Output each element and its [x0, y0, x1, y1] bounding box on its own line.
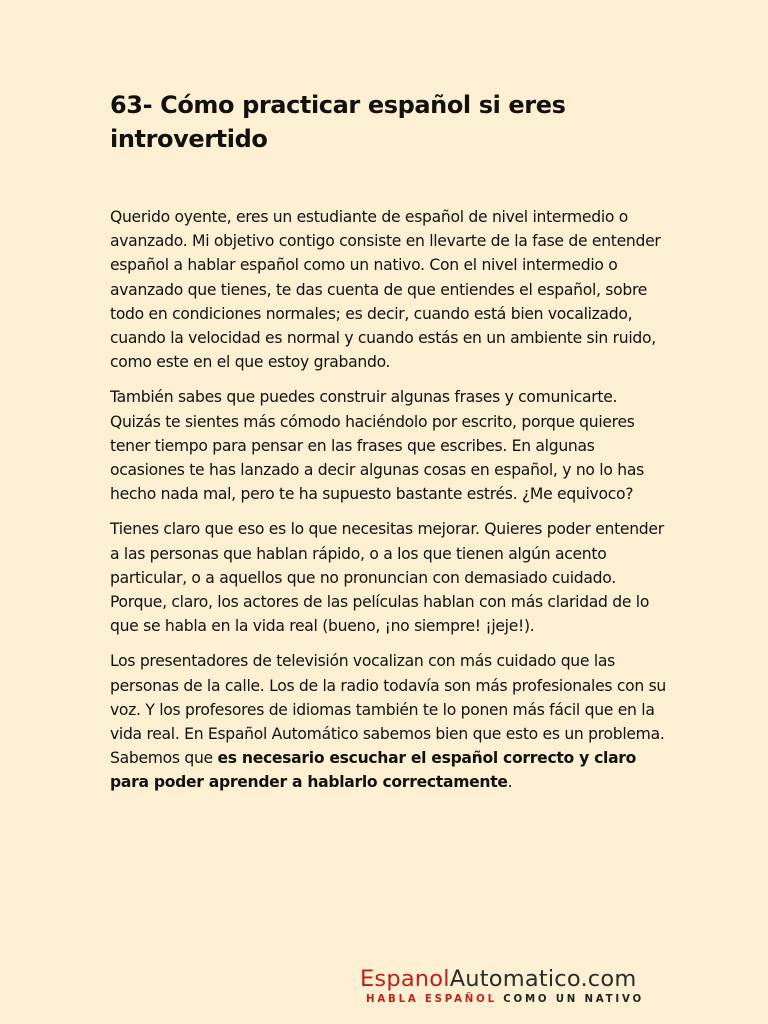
- paragraph-4-end: .: [507, 773, 513, 792]
- paragraph-1: Querido oyente, eres un estudiante de español de nivel intermedio o avanzado. Mi objetivo contigo consiste en llevarte de la fase de entender español a hablar español como un nativo. Con el nivel intermedio o avanzado que tienes, te das cuenta de que entiendes el español, sobre todo en condiciones normales; es decir, cuando está bien vocalizado, cuando la velocidad es normal y cuando estás en un ambiente sin ruido, como este en el que estoy grabando.: [110, 208, 661, 372]
- paragraph-2: También sabes que puedes construir algunas frases y comunicarte. Quizás te sientes más cómodo haciéndolo por escrito, porque quieres tener tiempo para pensar en las frases que escribes. En algunas ocasiones te has lanzado a decir algunas cosas en español, y no lo has hecho nada mal, pero te ha supuesto bastante estrés. ¿Me equivoco?: [110, 388, 644, 504]
- logo-part-espanol: Espanol: [360, 966, 450, 992]
- paragraph-3: Tienes claro que eso es lo que necesitas mejorar. Quieres poder entender a las personas que hablan rápido, o a los que tienen algún acento particular, o a aquellos que no pronuncian con demasiado cuidado. Porque, claro, los actores de las películas hablan con más claridad de lo que se habla en la vida real (bueno, ¡no siempre! ¡jeje!).: [110, 520, 664, 636]
- footer-logo-block: [360, 966, 660, 1005]
- document-body: [110, 205, 670, 806]
- brand-tagline: [360, 994, 660, 1005]
- tagline-part-2: COMO UN NATIVO: [496, 994, 644, 1005]
- paragraph-4-bold: es necesario escuchar el español correcto y claro para poder aprender a hablarlo correctamente: [110, 749, 637, 792]
- tagline-part-1: HABLA ESPAÑOL: [366, 994, 497, 1005]
- paragraph-4: [110, 649, 670, 794]
- document-title: 63- Cómo practicar español si eres introvertido: [110, 91, 566, 153]
- brand-logo: [360, 966, 660, 992]
- logo-part-automatico: Automatico.com: [449, 966, 637, 992]
- paragraph-4-text: Los presentadores de televisión vocalizan con más cuidado que las personas de la calle. Los de la radio todavía son más profesionales con su voz. Y los profesores de idiomas también te lo ponen más fácil que en la vida real. En Español Automático sabemos bien que esto es un problema. Sabemos que: [110, 652, 667, 768]
